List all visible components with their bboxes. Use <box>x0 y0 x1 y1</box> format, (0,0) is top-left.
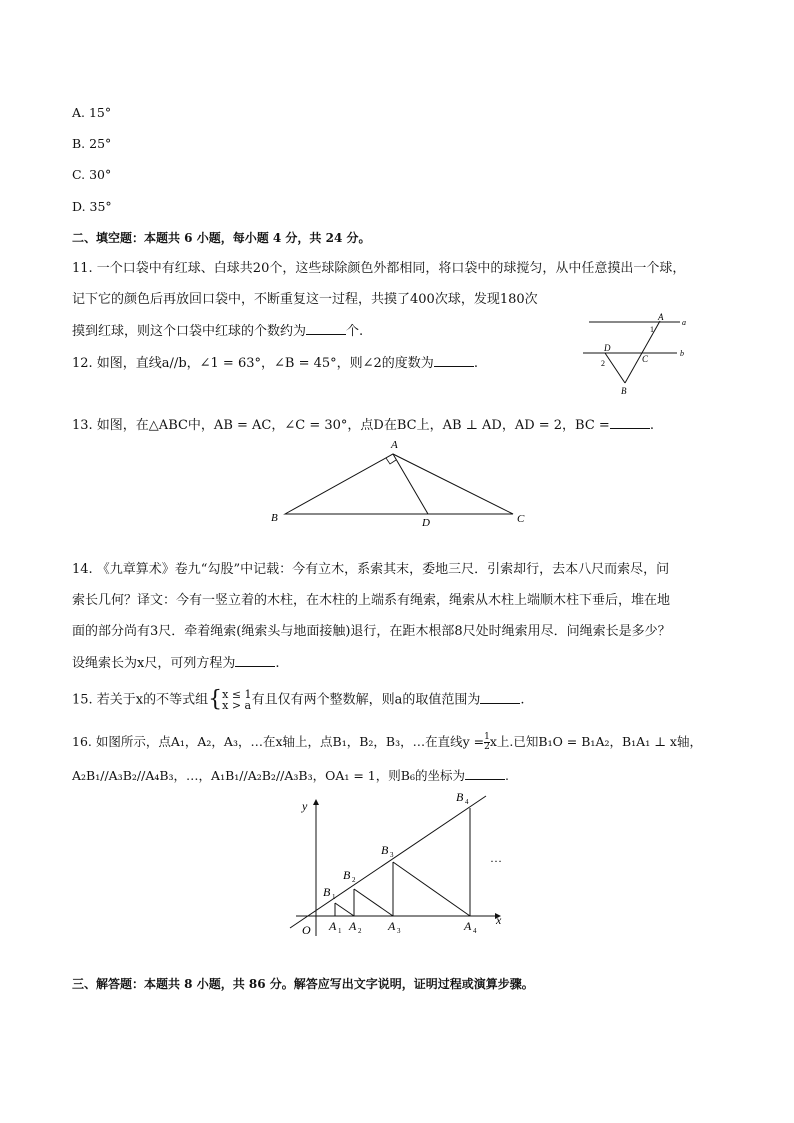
label-B2: B <box>343 868 351 882</box>
q15-text-mid: 有且仅有两个整数解，则a的取值范围为 <box>251 692 481 708</box>
q11-line-2: 记下它的颜色后再放回口袋中，不断重复这一过程，共摸了400次球，发现180次 <box>72 292 538 307</box>
q15-period: . <box>520 692 525 708</box>
q13-text: 13. 如图，在△ABC中，AB = AC，∠C = 30°，点D在BC上，AB ⊥ AD，AD = 2，BC = <box>72 418 610 433</box>
segment-b3a4 <box>393 862 470 916</box>
q16-line-1 <box>72 733 702 752</box>
label-dots: … <box>490 851 502 865</box>
label-O: O <box>302 923 311 937</box>
q14-period: . <box>275 656 280 671</box>
q15-text: 15. 若关于x的不等式组 <box>72 692 209 708</box>
label-x: x <box>496 913 502 927</box>
right-angle-mark <box>386 458 396 464</box>
brace-icon: { <box>208 687 223 712</box>
q12-period: . <box>473 356 478 371</box>
q11-unit: 个. <box>346 324 364 339</box>
q14-line-2: 索长几何？译文：今有一竖立着的木柱，在木柱的上端系有绳索，绳索从木柱上端顺木柱下垂后，堆在地 <box>72 593 671 608</box>
section-3-heading: 三、解答题：本题共 8 小题，共 86 分。解答应写出文字说明，证明过程或演算步骤。 <box>72 977 534 991</box>
sub-B1: 1 <box>332 893 336 901</box>
q13-line <box>72 416 654 435</box>
option-d: D. 35° <box>72 199 112 214</box>
q12-answer-blank[interactable] <box>434 354 474 367</box>
label-B3: B <box>381 843 389 857</box>
q16-period: . <box>504 768 509 783</box>
q15-system <box>222 689 251 711</box>
segment-ab <box>625 321 660 383</box>
sub-B4: 4 <box>465 798 469 806</box>
label-D: D <box>604 343 611 353</box>
figure-q16 <box>288 786 518 942</box>
label-D: D <box>422 517 430 528</box>
label-b: b <box>680 349 684 358</box>
segment-b1a2 <box>335 903 354 916</box>
q12-text: 12. 如图，直线a//b，∠1 = 63°，∠B = 45°，则∠2的度数为 <box>72 356 434 371</box>
figure-q13 <box>265 436 535 528</box>
q16-text-3: A₂B₁//A₃B₂//A₄B₃，…，A₁B₁//A₂B₂//A₃B₃，OA₁ = 1，则B₆的坐标为 <box>72 768 465 783</box>
q12-line <box>72 354 478 373</box>
q11-line-3 <box>72 322 363 341</box>
q11-text: 摸到红球，则这个口袋中红球的个数约为 <box>72 324 307 339</box>
q11-line-1: 11. 一个口袋中有红球、白球共20个，这些球除颜色外都相同，将口袋中的球搅匀，从中任意摸出一个球， <box>72 261 686 276</box>
q15-ineq-1: x ≤ 1 <box>222 688 252 701</box>
q16-text-2: x上.已知B₁O = B₁A₂，B₁A₁ ⊥ x轴， <box>489 734 702 749</box>
q14-line-3: 面的部分尚有3尺．牵着绳索(绳索头与地面接触)退行，在距木根部8尺处时绳索用尽．问绳索长是多少？ <box>72 624 671 639</box>
q13-answer-blank[interactable] <box>610 416 650 429</box>
q16-text-1: 16. 如图所示，点A₁，A₂，A₃，…在x轴上，点B₁，B₂，B₃，…在直线y = <box>72 734 485 749</box>
option-c: C. 30° <box>72 167 112 182</box>
segment-db <box>605 353 625 383</box>
label-C: C <box>517 513 525 525</box>
label-angle-2: 2 <box>601 359 605 368</box>
q16-line-2 <box>72 767 509 785</box>
label-A2: A <box>349 919 357 933</box>
option-b: B. 25° <box>72 136 112 151</box>
figure-q12 <box>580 312 695 397</box>
label-C: C <box>642 354 649 364</box>
q16-answer-blank[interactable] <box>465 767 505 780</box>
segment-b2a3 <box>354 889 393 916</box>
label-B1: B <box>323 885 331 899</box>
label-A1: A <box>329 919 337 933</box>
q11-answer-blank[interactable] <box>306 322 346 335</box>
sub-B3: 3 <box>390 851 394 859</box>
sub-A4: 4 <box>473 927 477 935</box>
label-B4: B <box>456 790 464 804</box>
label-A: A <box>391 439 398 451</box>
label-B: B <box>621 386 627 396</box>
q14-line-4 <box>72 654 279 673</box>
label-A: A <box>658 312 664 322</box>
sub-B2: 2 <box>352 876 356 884</box>
q14-line-1: 14. 《九章算术》卷九“勾股”中记载：今有立木，系索其末，委地三尺．引索却行，去本八尺而索尽，问 <box>72 562 670 577</box>
sub-A2: 2 <box>358 927 362 935</box>
line-y-half-x <box>290 796 486 928</box>
label-A4: A <box>464 919 472 933</box>
label-B: B <box>271 512 278 524</box>
q15-line <box>72 686 524 714</box>
triangle-abc <box>285 454 513 514</box>
label-y: y <box>302 799 308 813</box>
option-a: A. 15° <box>72 105 112 120</box>
q13-period: . <box>649 418 654 433</box>
q15-answer-blank[interactable] <box>480 691 520 704</box>
q16-fraction: $\frac{1}{2}$ <box>484 732 490 752</box>
section-2-heading: 二、填空题：本题共 6 小题，每小题 4 分，共 24 分。 <box>72 231 371 245</box>
sub-A3: 3 <box>397 927 401 935</box>
label-A3: A <box>388 919 396 933</box>
q14-text: 设绳索长为x尺，可列方程为 <box>72 656 236 671</box>
label-a: a <box>682 318 686 327</box>
q14-answer-blank[interactable] <box>235 654 275 667</box>
label-angle-1: 1 <box>650 325 654 334</box>
q15-ineq-2: x > a <box>222 699 252 712</box>
sub-A1: 1 <box>338 927 342 935</box>
